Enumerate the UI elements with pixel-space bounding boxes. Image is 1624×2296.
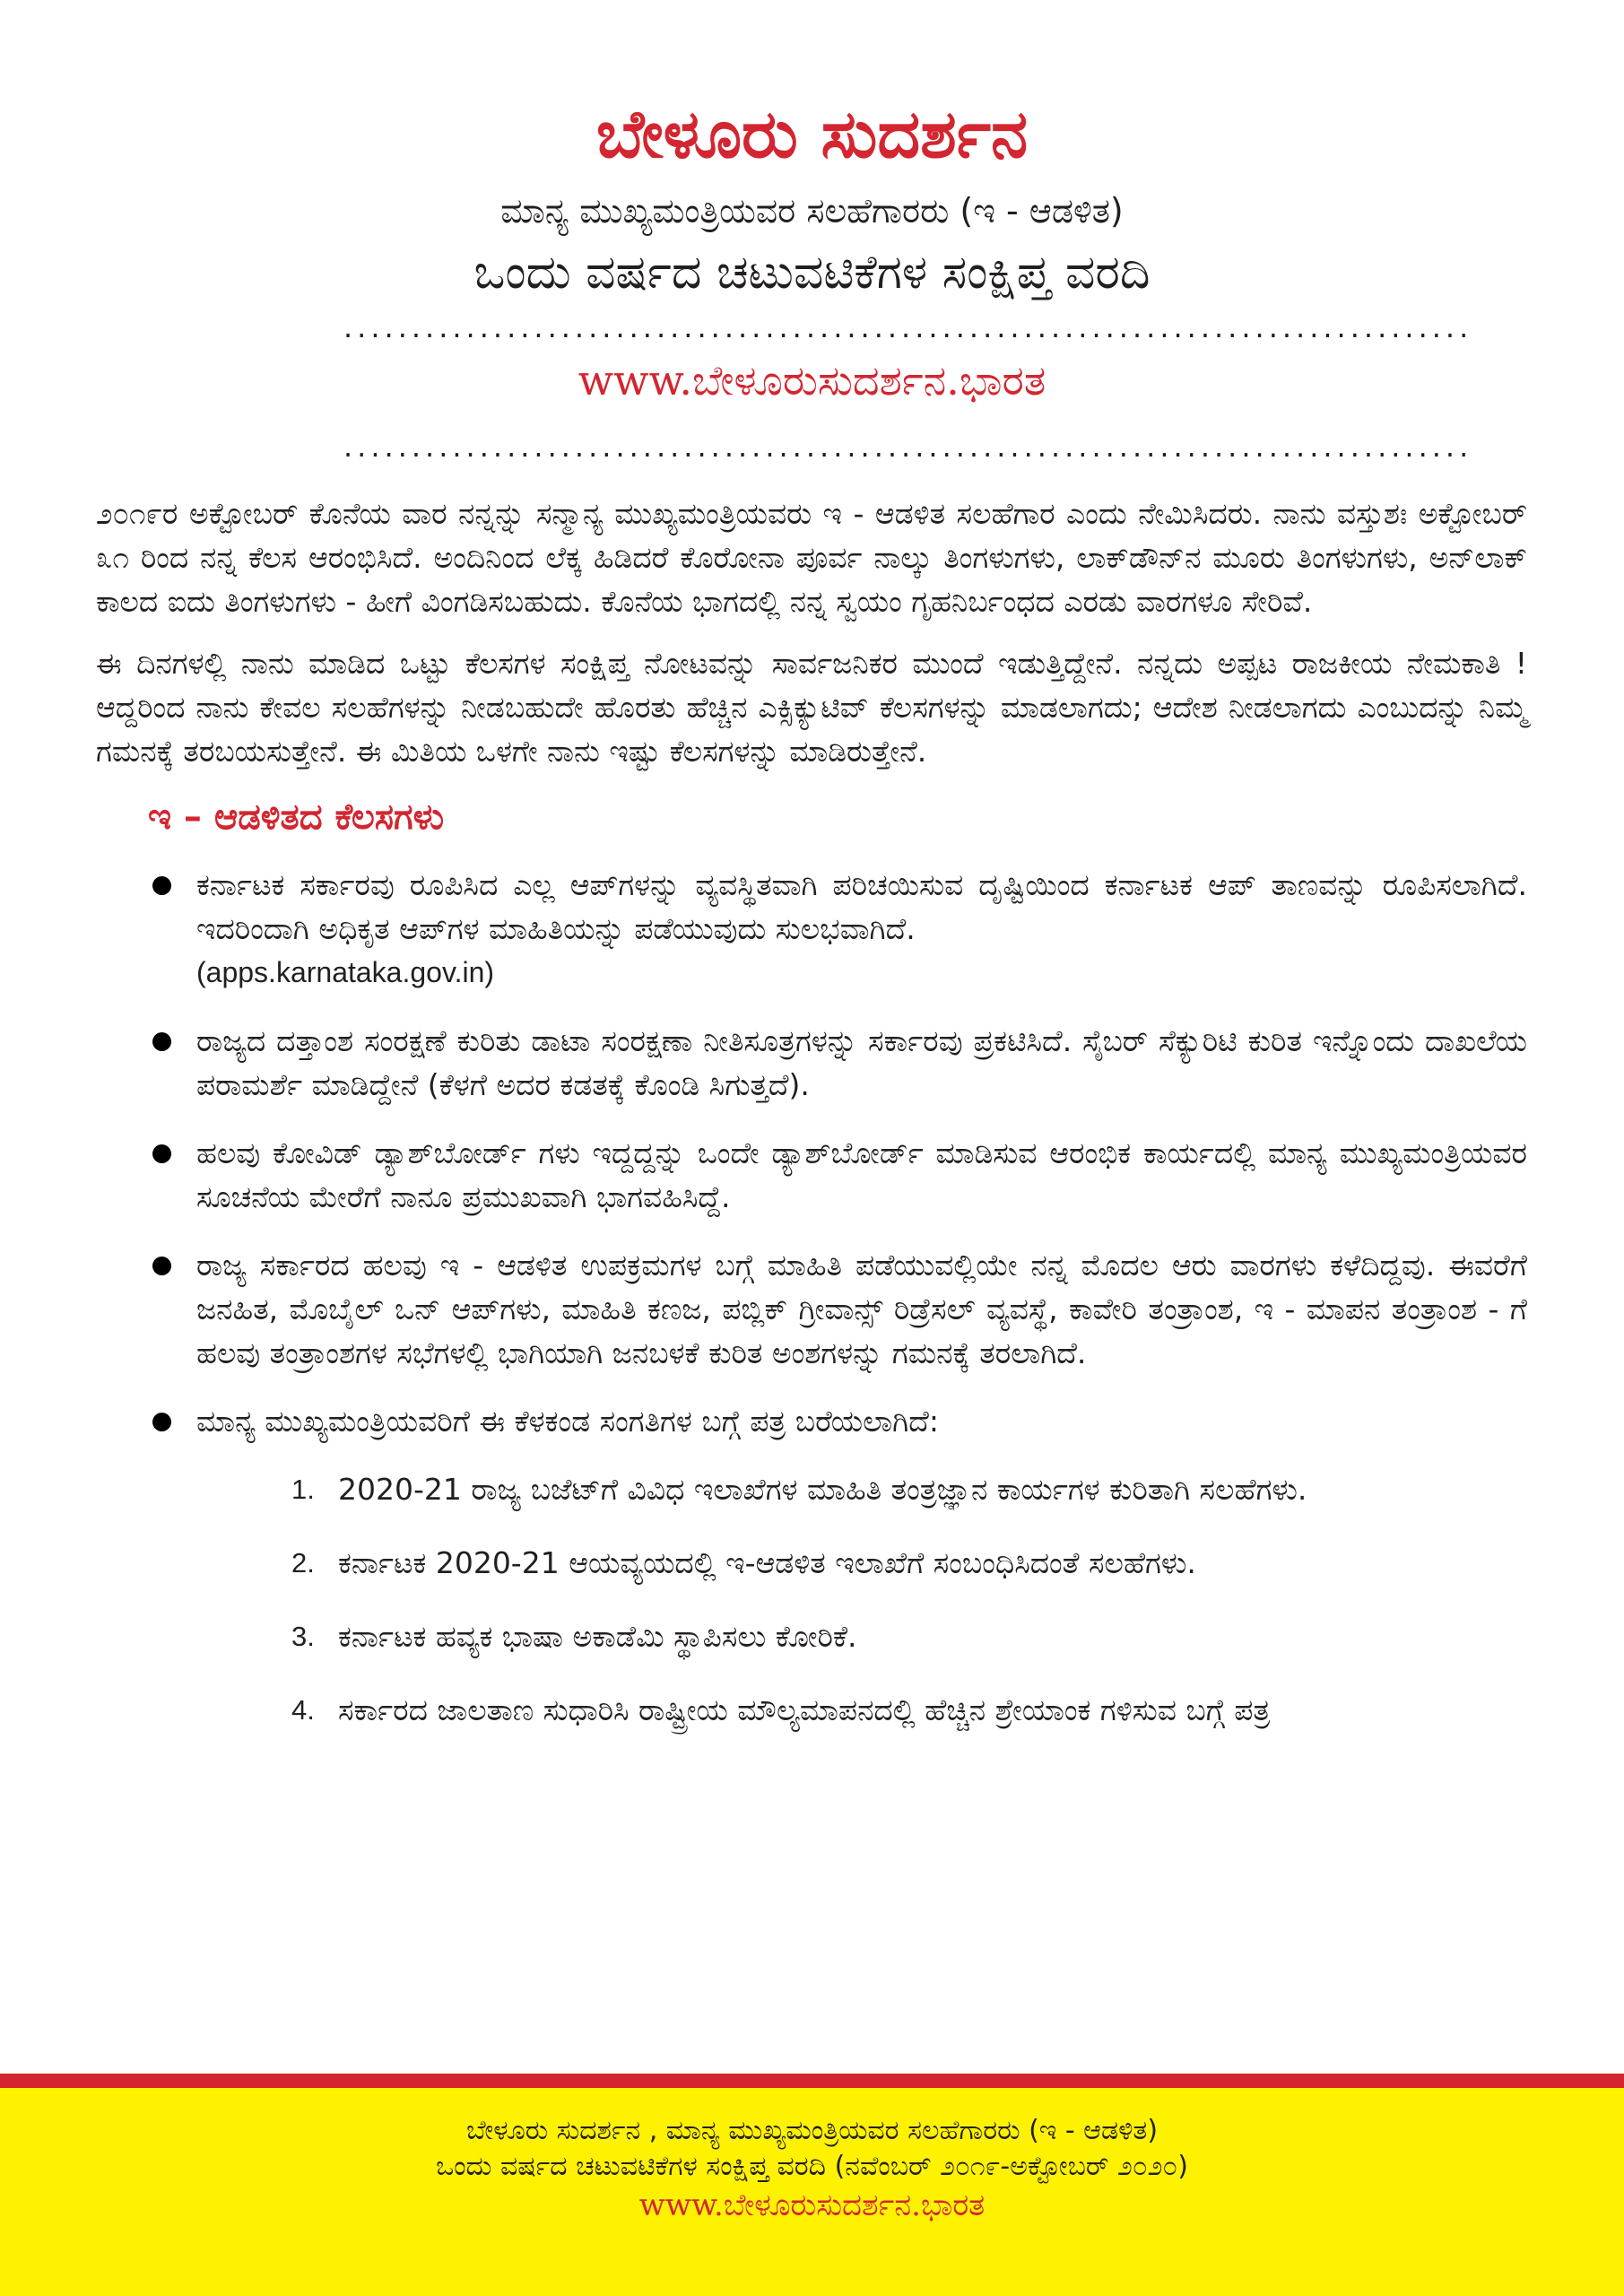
bullet-text: ರಾಜ್ಯದ ದತ್ತಾಂಶ ಸಂರಕ್ಷಣೆ ಕುರಿತು ಡಾಟಾ ಸಂರಕ್ಷಣಾ ನೀತಿಸೂತ್ರಗಳನ್ನು ಸರ್ಕಾರವು ಪ್ರಕಟಿಸಿದೆ. ಸೈಬರ್ ಸೆಕ್ಯುರಿಟಿ ಕುರಿತ ಇನ್ನೊಂದು ದಾಖಲೆಯ ಪರಾಮರ್ಶೆ ಮಾಡಿದ್ದೇನೆ (ಕೆಳಗೆ ಅದರ ಕಡತಕ್ಕೆ ಕೊಂಡಿ ಸಿಗುತ್ತದೆ). [196, 1023, 1527, 1102]
bullet-icon [152, 1257, 171, 1275]
intro-paragraph-1: ೨೦೧೯ರ ಅಕ್ಟೋಬರ್ ಕೊನೆಯ ವಾರ ನನ್ನನ್ನು ಸನ್ಮಾನ್ಯ ಮುಖ್ಯಮಂತ್ರಿಯವರು ಇ - ಆಡಳಿತ ಸಲಹೆಗಾರ ಎಂದು ನೇಮಿಸಿದರು. ನಾನು ವಸ್ತುಶಃ ಅಕ್ಟೋಬರ್ ೩೧ ರಿಂದ ನನ್ನ ಕೆಲಸ ಆರಂಭಿಸಿದೆ. ಅಂದಿನಿಂದ ಲೆಕ್ಕ ಹಿಡಿದರೆ ಕೊರೋನಾ ಪೂರ್ವ ನಾಲ್ಕು ತಿಂಗಳುಗಳು, ಲಾಕ್‌ಡೌನ್‌ನ ಮೂರು ತಿಂಗಳುಗಳು, ಅನ್‌ಲಾಕ್ ಕಾಲದ ಐದು ತಿಂಗಳುಗಳು - ಹೀಗೆ ವಿಂಗಡಿಸಬಹುದು. ಕೊನೆಯ ಭಾಗದಲ್ಲಿ ನನ್ನ ಸ್ವಯಂ ಗೃಹನಿರ್ಬಂಧದ ಎರಡು ವಾರಗಳೂ ಸೇರಿವೆ. [96, 496, 1527, 619]
dotted-divider-bottom: ................................................................................... [343, 430, 1473, 464]
designation-subtitle: ಮಾನ್ಯ ಮುಖ್ಯಮಂತ್ರಿಯವರ ಸಲಹೆಗಾರರು (ಇ - ಆಡಳಿತ) [500, 191, 1124, 230]
bullet-text: ಹಲವು ಕೋವಿಡ್ ಡ್ಯಾಶ್‌ಬೋರ್ಡ್ ಗಳು ಇದ್ದದ್ದನ್ನು ಒಂದೇ ಡ್ಯಾಶ್‌ಬೋರ್ಡ್ ಮಾಡಿಸುವ ಆರಂಭಿಕ ಕಾರ್ಯದಲ್ಲಿ ಮಾನ್ಯ ಮುಖ್ಯಮಂತ್ರಿಯವರ ಸೂಚನೆಯ ಮೇರೆಗೆ ನಾನೂ ಪ್ರಮುಖವಾಗಿ ಭಾಗವಹಿಸಿದ್ದೆ. [196, 1135, 1527, 1214]
report-title: ಒಂದು ವರ್ಷದ ಚಟುವಟಿಕೆಗಳ ಸಂಕ್ಷಿಪ್ತ ವರದಿ [473, 246, 1151, 300]
item-number: 4. [291, 1694, 315, 1726]
bullet-text: ಕರ್ನಾಟಕ ಸರ್ಕಾರವು ರೂಪಿಸಿದ ಎಲ್ಲ ಆಪ್‌ಗಳನ್ನು ವ್ಯವಸ್ಥಿತವಾಗಿ ಪರಿಚಯಿಸುವ ದೃಷ್ಟಿಯಿಂದ ಕರ್ನಾಟಕ ಆಪ್ ತಾಣವನ್ನು ರೂಪಿಸಲಾಗಿದೆ. ಇದರಿಂದಾಗಿ ಅಧಿಕೃತ ಆಪ್‌ಗಳ ಮಾಹಿತಿಯನ್ನು ಪಡೆಯುವುದು ಸುಲಭವಾಗಿದೆ. [196, 867, 1527, 946]
dotted-divider-top: ................................................................................... [343, 310, 1473, 344]
intro-paragraph-2: ಈ ದಿನಗಳಲ್ಲಿ ನಾನು ಮಾಡಿದ ಒಟ್ಟು ಕೆಲಸಗಳ ಸಂಕ್ಷಿಪ್ತ ನೋಟವನ್ನು ಸಾರ್ವಜನಿಕರ ಮುಂದೆ ಇಡುತ್ತಿದ್ದೇನೆ. ನನ್ನದು ಅಪ್ಪಟ ರಾಜಕೀಯ ನೇಮಕಾತಿ ! ಆದ್ದರಿಂದ ನಾನು ಕೇವಲ ಸಲಹೆಗಳನ್ನು ನೀಡಬಹುದೇ ಹೊರತು ಹೆಚ್ಚಿನ ಎಕ್ಸಿಕ್ಯುಟಿವ್ ಕೆಲಸಗಳನ್ನು ಮಾಡಲಾಗದು; ಆದೇಶ ನೀಡಲಾಗದು ಎಂಬುದನ್ನು ನಿಮ್ಮ ಗಮನಕ್ಕೆ ತರಬಯಸುತ್ತೇನೆ. ಈ ಮಿತಿಯ ಒಳಗೇ ನಾನು ಇಷ್ಟು ಕೆಲಸಗಳನ್ನು ಮಾಡಿರುತ್ತೇನೆ. [96, 646, 1527, 769]
letters-numbered-list [96, 1467, 1527, 1732]
item-text: ಕರ್ನಾಟಕ 2020-21 ಆಯವ್ಯಯದಲ್ಲಿ ಇ-ಆಡಳಿತ ಇಲಾಖೆಗೆ ಸಂಬಂಧಿಸಿದಂತೆ ಸಲಹೆಗಳು. [338, 1545, 1196, 1580]
list-item [96, 1688, 1527, 1732]
work-bullet-list [96, 863, 1527, 1443]
item-number: 1. [291, 1474, 315, 1505]
bullet-icon [152, 1032, 171, 1051]
list-item [96, 1243, 1527, 1375]
bullet-text: ರಾಜ್ಯ ಸರ್ಕಾರದ ಹಲವು ಇ - ಆಡಳಿತ ಉಪಕ್ರಮಗಳ ಬಗ್ಗೆ ಮಾಹಿತಿ ಪಡೆಯುವಲ್ಲಿಯೇ ನನ್ನ ಮೊದಲ ಆರು ವಾರಗಳು ಕಳೆದಿದ್ದವು. ಈವರೆಗೆ ಜನಹಿತ, ಮೊಬೈಲ್ ಒನ್ ಆಪ್‌ಗಳು, ಮಾಹಿತಿ ಕಣಜ, ಪಬ್ಲಿಕ್ ಗ್ರೀವಾನ್ಸ್ ರಿಡ್ರೆಸಲ್ ವ್ಯವಸ್ಥೆ, ಕಾವೇರಿ ತಂತ್ರಾಂಶ, ಇ - ಮಾಪನ ತಂತ್ರಾಂಶ - ಗೆ ಹಲವು ತಂತ್ರಾಂಶಗಳ ಸಭೆಗಳಲ್ಲಿ ಭಾಗಿಯಾಗಿ ಜನಬಳಕೆ ಕುರಿತ ಅಂಶಗಳನ್ನು ಗಮನಕ್ಕೆ ತರಲಾಗಿದೆ. [196, 1248, 1527, 1370]
website-link[interactable]: www.ಬೇಳೂರುಸುದರ್ಶನ.ಭಾರತ [578, 356, 1046, 404]
item-text: ಕರ್ನಾಟಕ ಹವ್ಯಕ ಭಾಷಾ ಅಕಾಡೆಮಿ ಸ್ಥಾಪಿಸಲು ಕೋರಿಕೆ. [338, 1619, 857, 1654]
list-item [96, 1614, 1527, 1658]
item-text: ಸರ್ಕಾರದ ಜಾಲತಾಣ ಸುಧಾರಿಸಿ ರಾಷ್ಟ್ರೀಯ ಮೌಲ್ಯಮಾಪನದಲ್ಲಿ ಹೆಚ್ಚಿನ ಶ್ರೇಯಾಂಕ ಗಳಿಸುವ ಬಗ್ಗೆ ಪತ್ರ [338, 1692, 1271, 1727]
bullet-icon [152, 1144, 171, 1163]
item-text: 2020-21 ರಾಜ್ಯ ಬಜೆಟ್‌ಗೆ ವಿವಿಧ ಇಲಾಖೆಗಳ ಮಾಹಿತಿ ತಂತ್ರಜ್ಞಾನ ಕಾರ್ಯಗಳ ಕುರಿತಾಗಿ ಸಲಹೆಗಳು. [338, 1472, 1307, 1507]
footer-website-link[interactable]: www.ಬೇಳೂರುಸುದರ್ಶನ.ಭಾರತ [638, 2187, 986, 2223]
item-number: 2. [291, 1547, 315, 1578]
list-item [96, 1131, 1527, 1219]
section-heading-e-governance: ಇ – ಆಡಳಿತದ ಕೆಲಸಗಳು [148, 796, 445, 838]
bullet-icon [152, 1413, 171, 1431]
list-item [96, 1467, 1527, 1511]
bullet-icon [152, 876, 171, 895]
footer-report-line: ಒಂದು ವರ್ಷದ ಚಟುವಟಿಕೆಗಳ ಸಂಕ್ಷಿಪ್ತ ವರದಿ (ನವೆಂಬರ್ ೨೦೧೯-ಅಕ್ಟೋಬರ್ ೨೦೨೦) [436, 2151, 1188, 2182]
list-item [96, 1541, 1527, 1585]
page-footer [0, 2074, 1624, 2296]
document-header [0, 85, 1624, 308]
apps-link[interactable]: (apps.karnataka.gov.in) [196, 956, 495, 988]
footer-author-line: ಬೇಳೂರು ಸುದರ್ಶನ , ಮಾನ್ಯ ಮುಖ್ಯಮಂತ್ರಿಯವರ ಸಲಹೆಗಾರರು (ಇ - ಆಡಳಿತ) [465, 2115, 1159, 2146]
list-item [96, 863, 1527, 995]
author-name-title: ಬೇಳೂರು ಸುದರ್ಶನ [595, 96, 1029, 173]
list-item [96, 1399, 1527, 1443]
item-number: 3. [291, 1621, 315, 1652]
bullet-text: ಮಾನ್ಯ ಮುಖ್ಯಮಂತ್ರಿಯವರಿಗೆ ಈ ಕೆಳಕಂಡ ಸಂಗತಿಗಳ ಬಗ್ಗೆ ಪತ್ರ ಬರೆಯಲಾಗಿದೆ: [196, 1404, 939, 1439]
list-item [96, 1019, 1527, 1107]
document-body [96, 491, 1527, 1761]
